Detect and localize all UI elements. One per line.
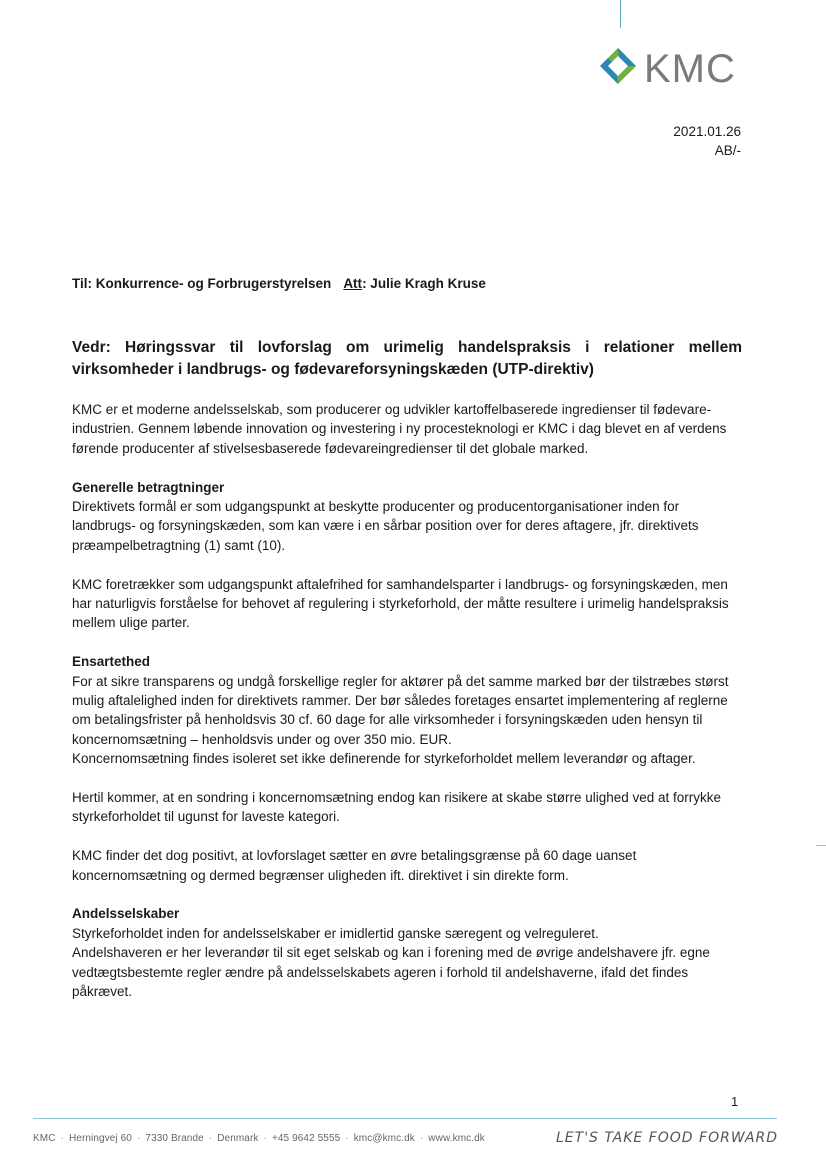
letter-body: [72, 400, 744, 1021]
paragraph: Direktivets formål er som udgangspunkt at beskytte producenter og producentorganisationer inden for landbrugs- og forsyningskæden, som kan være i en sårbar position over for deres aftagere, jfr. direktivets præampelbetragtning (1) samt (10).: [72, 499, 699, 553]
kmc-logo: [598, 44, 763, 88]
recipient-to: Til: Konkurrence- og Forbrugerstyrelsen: [72, 276, 332, 291]
footer-email: kmc@kmc.dk: [353, 1133, 415, 1144]
logo-diamond-icon: [600, 48, 636, 84]
footer-web: www.kmc.dk: [428, 1133, 485, 1144]
recipient-line: [72, 276, 486, 291]
footer-city: 7330 Brande: [145, 1133, 204, 1144]
letter-reference: AB/-: [714, 143, 741, 158]
att-name: : Julie Kragh Kruse: [362, 276, 486, 291]
section-heading-uniformity: Ensartethed: [72, 654, 151, 670]
paragraph: KMC finder det dog positivt, at lovforslaget sætter en øvre betalingsgrænse på 60 dage uanset koncernomsætning og dermed begrænser uligheden ift. direktivet i sin direkte form.: [72, 848, 637, 883]
att-label: Att: [343, 276, 363, 291]
paragraph: Koncernomsætning findes isoleret set ikke definerende for styrkeforholdet mellem leverandør og aftager.: [72, 751, 696, 767]
date-block: [673, 122, 741, 160]
footer-phone: +45 9642 5555: [271, 1133, 341, 1144]
logo-text: KMC: [644, 47, 736, 88]
intro-paragraph: KMC er et moderne andelsselskab, som producerer og udvikler kartoffelbaserede ingredienser til fødevare-industrien. Gennem løbende innovation og investering i ny procesteknologi er KMC i dag blevet en af verdens førende producenter af stivelsesbaserede fødevareingredienser til det globale marked.: [72, 402, 727, 456]
subject-heading: Vedr: Høringssvar til lovforslag om urimelig handelspraksis i relationer mellem virksomheder i landbrugs- og fødevareforsyningskæden (UTP-direktiv): [72, 339, 742, 378]
scan-mark-top: [620, 0, 621, 28]
footer-street: Herningvej 60: [68, 1133, 132, 1144]
paragraph: KMC foretrækker som udgangspunkt aftalefrihed for samhandelsparter i landbrugs- og forsyningskæden, men har naturligvis forståelse for behovet af regulering i styrkeforhold, der måtte resultere i urimelig handelspraksis mellem ulige parter.: [72, 576, 729, 631]
footer-contact: KMC · Herningvej 60 · 7330 Brande · Denmark · +45 9642 5555 · kmc@kmc.dk · www.kmc.dk: [33, 1133, 485, 1144]
paragraph: Styrkeforholdet inden for andelsselskaber er imidlertid ganske særegent og velreguleret.: [72, 925, 599, 941]
paragraph: Andelshaveren er her leverandør til sit eget selskab og kan i forening med de øvrige andelshavere jfr. egne vedtægtsbestemte regler ændre på andelsselskabets ageren i forhold til andelshaverne, ifald det findes påkrævet.: [72, 945, 710, 1000]
letter-date: 2021.01.26: [673, 124, 741, 139]
footer-company: KMC: [33, 1133, 56, 1144]
page-number: 1: [731, 1094, 739, 1109]
scan-mark-right: [816, 845, 826, 846]
section-heading-general: Generelle betragtninger: [72, 479, 225, 495]
paragraph: For at sikre transparens og undgå forskellige regler for aktører på det samme marked bør der tilstræbes størst mulig aftalelighed inden for direktivets rammer. Der bør således foretages ensartet implementering af reglerne om betalingsfrister på henholdsvis 30 cf. 60 dage for alle virksomheder i forsyningskæden uden hensyn til koncernomsætning – henholdsvis under og over 350 mio. EUR.: [72, 673, 729, 747]
section-heading-cooperatives: Andelsselskaber: [72, 906, 180, 922]
paragraph: Hertil kommer, at en sondring i koncernomsætning endog kan risikere at skabe større ulighed ved at forrykke styrkeforholdet til ugunst for laveste kategori.: [72, 790, 722, 825]
footer-divider: [33, 1118, 777, 1119]
footer: [33, 1131, 793, 1149]
footer-country: Denmark: [217, 1133, 259, 1144]
footer-slogan: LET'S TAKE FOOD FORWARD: [556, 1130, 779, 1146]
